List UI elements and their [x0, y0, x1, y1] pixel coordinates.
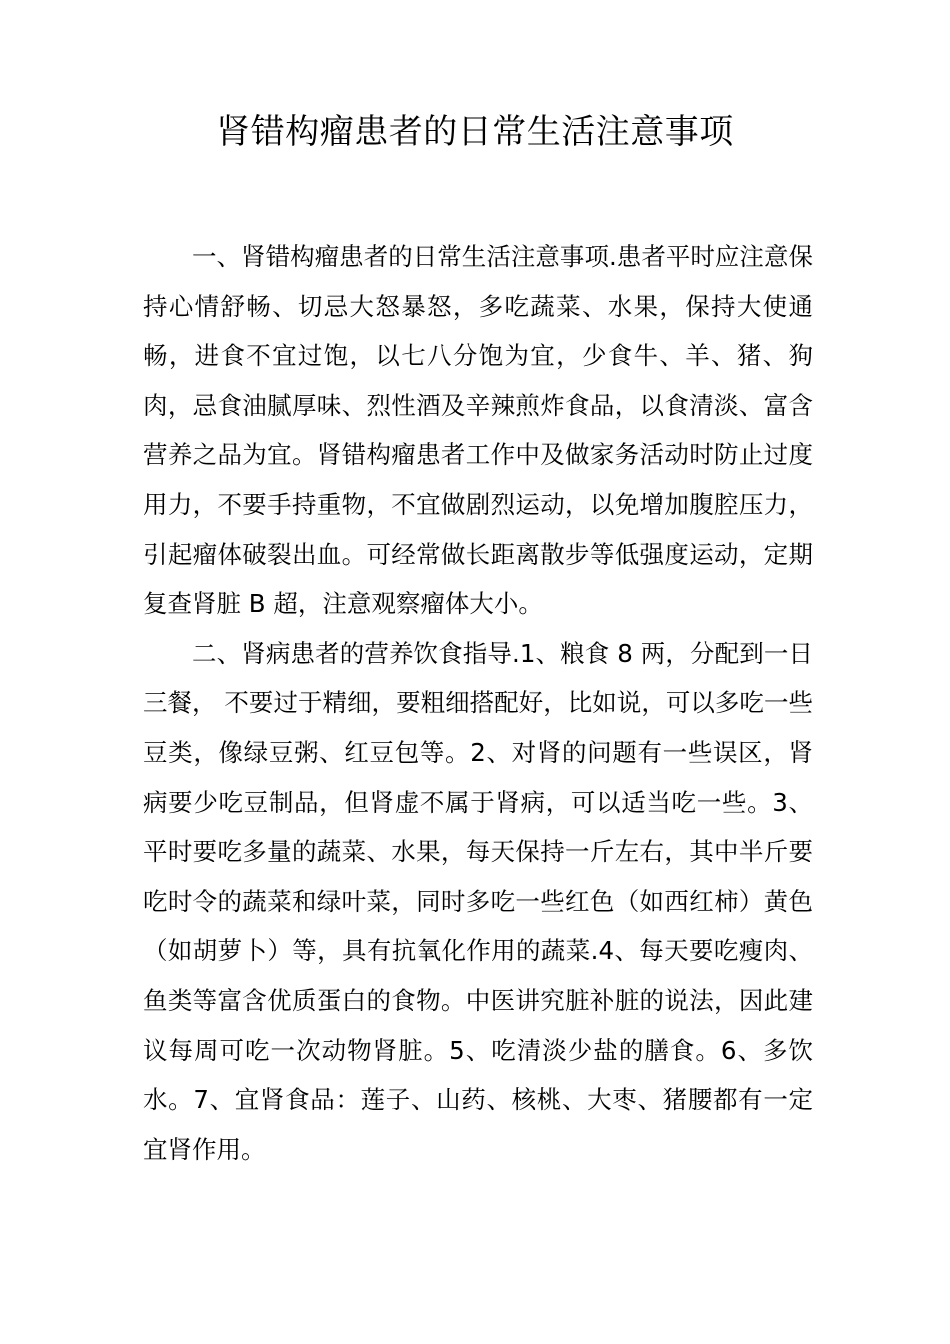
paragraph-daily-care: 一、肾错构瘤患者的日常生活注意事项.患者平时应注意保持心情舒畅、切忌大怒暴怒，多吃蔬菜、水果，保持大使通畅，进食不宜过饱，以七八分饱为宜，少食牛、羊、猪、狗肉，忌食油腻厚味、烈性酒及辛辣煎炸食品，以食清淡、富含营养之品为宜。肾错构瘤患者工作中及做家务活动时防止过度用力，不要手持重物，不宜做剧烈运动，以免增加腹腔压力，引起瘤体破裂出血。可经常做长距离散步等低强度运动，定期复查肾脏 B 超，注意观察瘤体大小。	[143, 242, 813, 619]
document-body	[143, 232, 813, 1174]
document-title: 肾错构瘤患者的日常生活注意事项	[216, 112, 734, 152]
paragraph-nutrition-guide: 二、肾病患者的营养饮食指导.1、粮食 8 两，分配到一日三餐， 不要过于精细，要粗细搭配好，比如说，可以多吃一些豆类，像绿豆粥、红豆包等。2、对肾的问题有一些误区，肾病要少吃豆制品，但肾虚不属于肾病，可以适当吃一些。3、平时要吃多量的蔬菜、水果，每天保持一斤左右，其中半斤要吃时令的蔬菜和绿叶菜，同时多吃一些红色（如西红柿）黄色（如胡萝卜）等，具有抗氧化作用的蔬菜.4、每天要吃瘦肉、鱼类等富含优质蛋白的食物。中医讲究脏补脏的说法，因此建议每周可吃一次动物肾脏。5、吃清淡少盐的膳食。6、多饮水。7、宜肾食品：莲子、山药、核桃、大枣、猪腰都有一定宜肾作用。	[143, 638, 813, 1164]
